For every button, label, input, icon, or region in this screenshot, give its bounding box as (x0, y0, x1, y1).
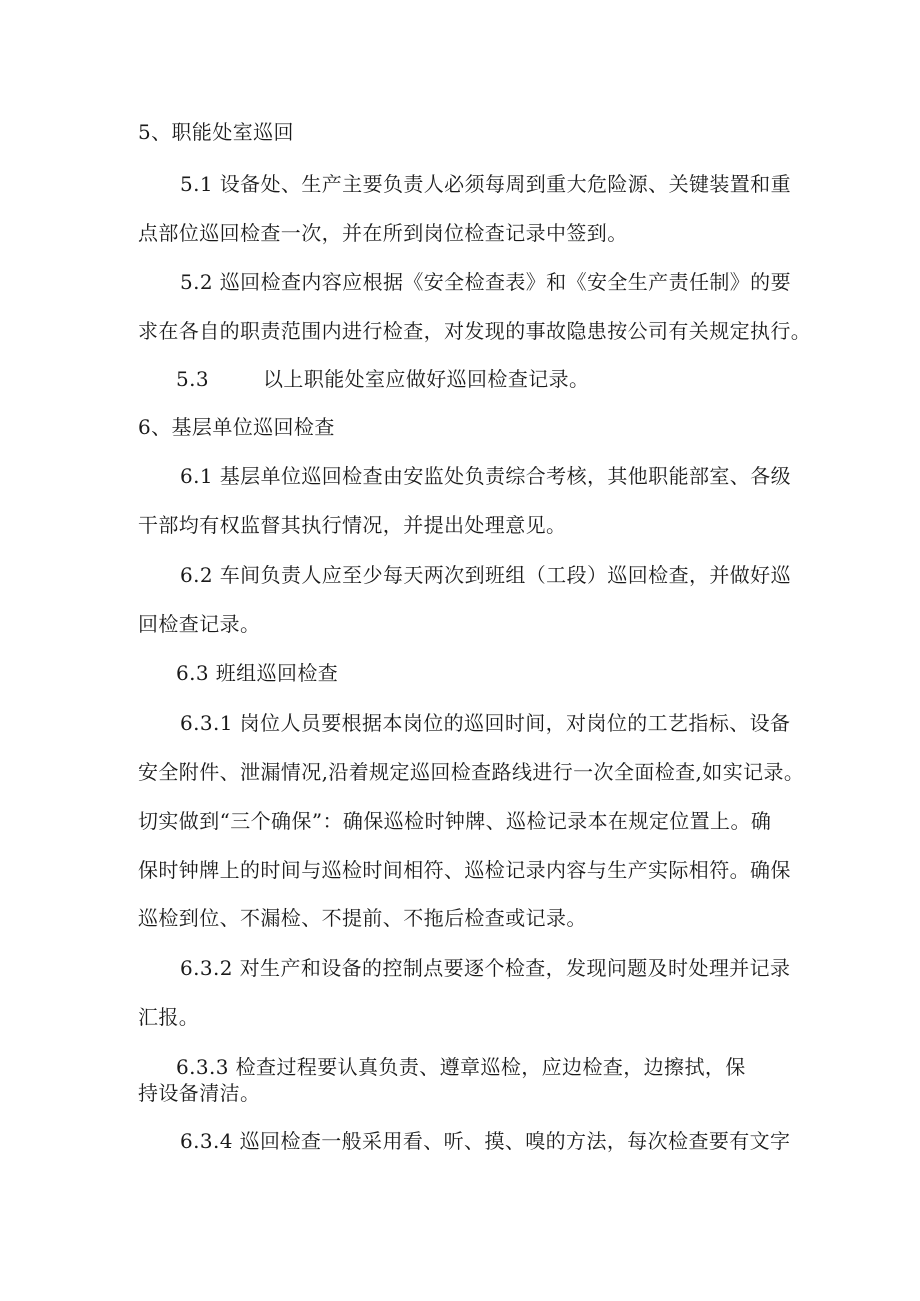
paragraph-6-3-1-line-3: 切实做到“三个确保”：确保巡检时钟牌、巡检记录本在规定位置上。确 (138, 809, 772, 833)
paragraph-6-2-line-2: 回检查记录。 (138, 612, 261, 636)
paragraph-6-3-2-line-1: 6.3.2 对生产和设备的控制点要逐个检查，发现问题及时处理并记录 (180, 956, 791, 980)
paragraph-5-3-number: 5.3 (176, 367, 210, 391)
paragraph-6-3-1-line-1: 6.3.1 岗位人员要根据本岗位的巡回时间，对岗位的工艺指标、设备 (180, 711, 791, 735)
paragraph-6-3-1-line-2: 安全附件、泄漏情况,沿着规定巡回检查路线进行一次全面检查,如实记录。 (138, 760, 805, 784)
paragraph-5-3 (176, 367, 589, 391)
paragraph-5-2-line-1: 5.2 巡回检查内容应根据《安全检查表》和《安全生产责任制》的要 (180, 270, 791, 294)
paragraph-6-3-2-line-2: 汇报。 (138, 1005, 200, 1029)
paragraph-6-3-3-line-2: 持设备清洁。 (138, 1081, 261, 1105)
paragraph-6-3-heading: 6.3 班组巡回检查 (176, 661, 339, 685)
paragraph-6-1-line-1: 6.1 基层单位巡回检查由安监处负责综合考核，其他职能部室、各级 (180, 464, 791, 488)
paragraph-6-2-line-1: 6.2 车间负责人应至少每天两次到班组（工段）巡回检查，并做好巡 (180, 563, 791, 587)
paragraph-5-3-text: 以上职能处室应做好巡回检查记录。 (263, 367, 590, 391)
section-6-heading: 6、基层单位巡回检查 (138, 415, 335, 439)
section-5-heading: 5、职能处室巡回 (138, 120, 294, 144)
paragraph-6-3-3-line-1: 6.3.3 检查过程要认真负责、遵章巡检，应边检查，边擦拭，保 (176, 1055, 746, 1079)
paragraph-6-1-line-2: 干部均有权监督其执行情况，并提出处理意见。 (138, 513, 567, 537)
paragraph-6-3-1-line-5: 巡检到位、不漏检、不提前、不拖后检查或记录。 (138, 906, 587, 930)
paragraph-5-1-line-2: 点部位巡回检查一次，并在所到岗位检查记录中签到。 (138, 221, 628, 245)
paragraph-6-3-4-line-1: 6.3.4 巡回检查一般采用看、听、摸、嗅的方法，每次检查要有文字 (180, 1129, 791, 1153)
paragraph-6-3-1-line-4: 保时钟牌上的时间与巡检时间相符、巡检记录内容与生产实际相符。确保 (138, 858, 791, 882)
paragraph-5-1-line-1: 5.1 设备处、生产主要负责人必须每周到重大危险源、关键装置和重 (180, 172, 791, 196)
paragraph-5-2-line-2: 求在各自的职责范围内进行检查，对发现的事故隐患按公司有关规定执行。 (138, 319, 812, 343)
